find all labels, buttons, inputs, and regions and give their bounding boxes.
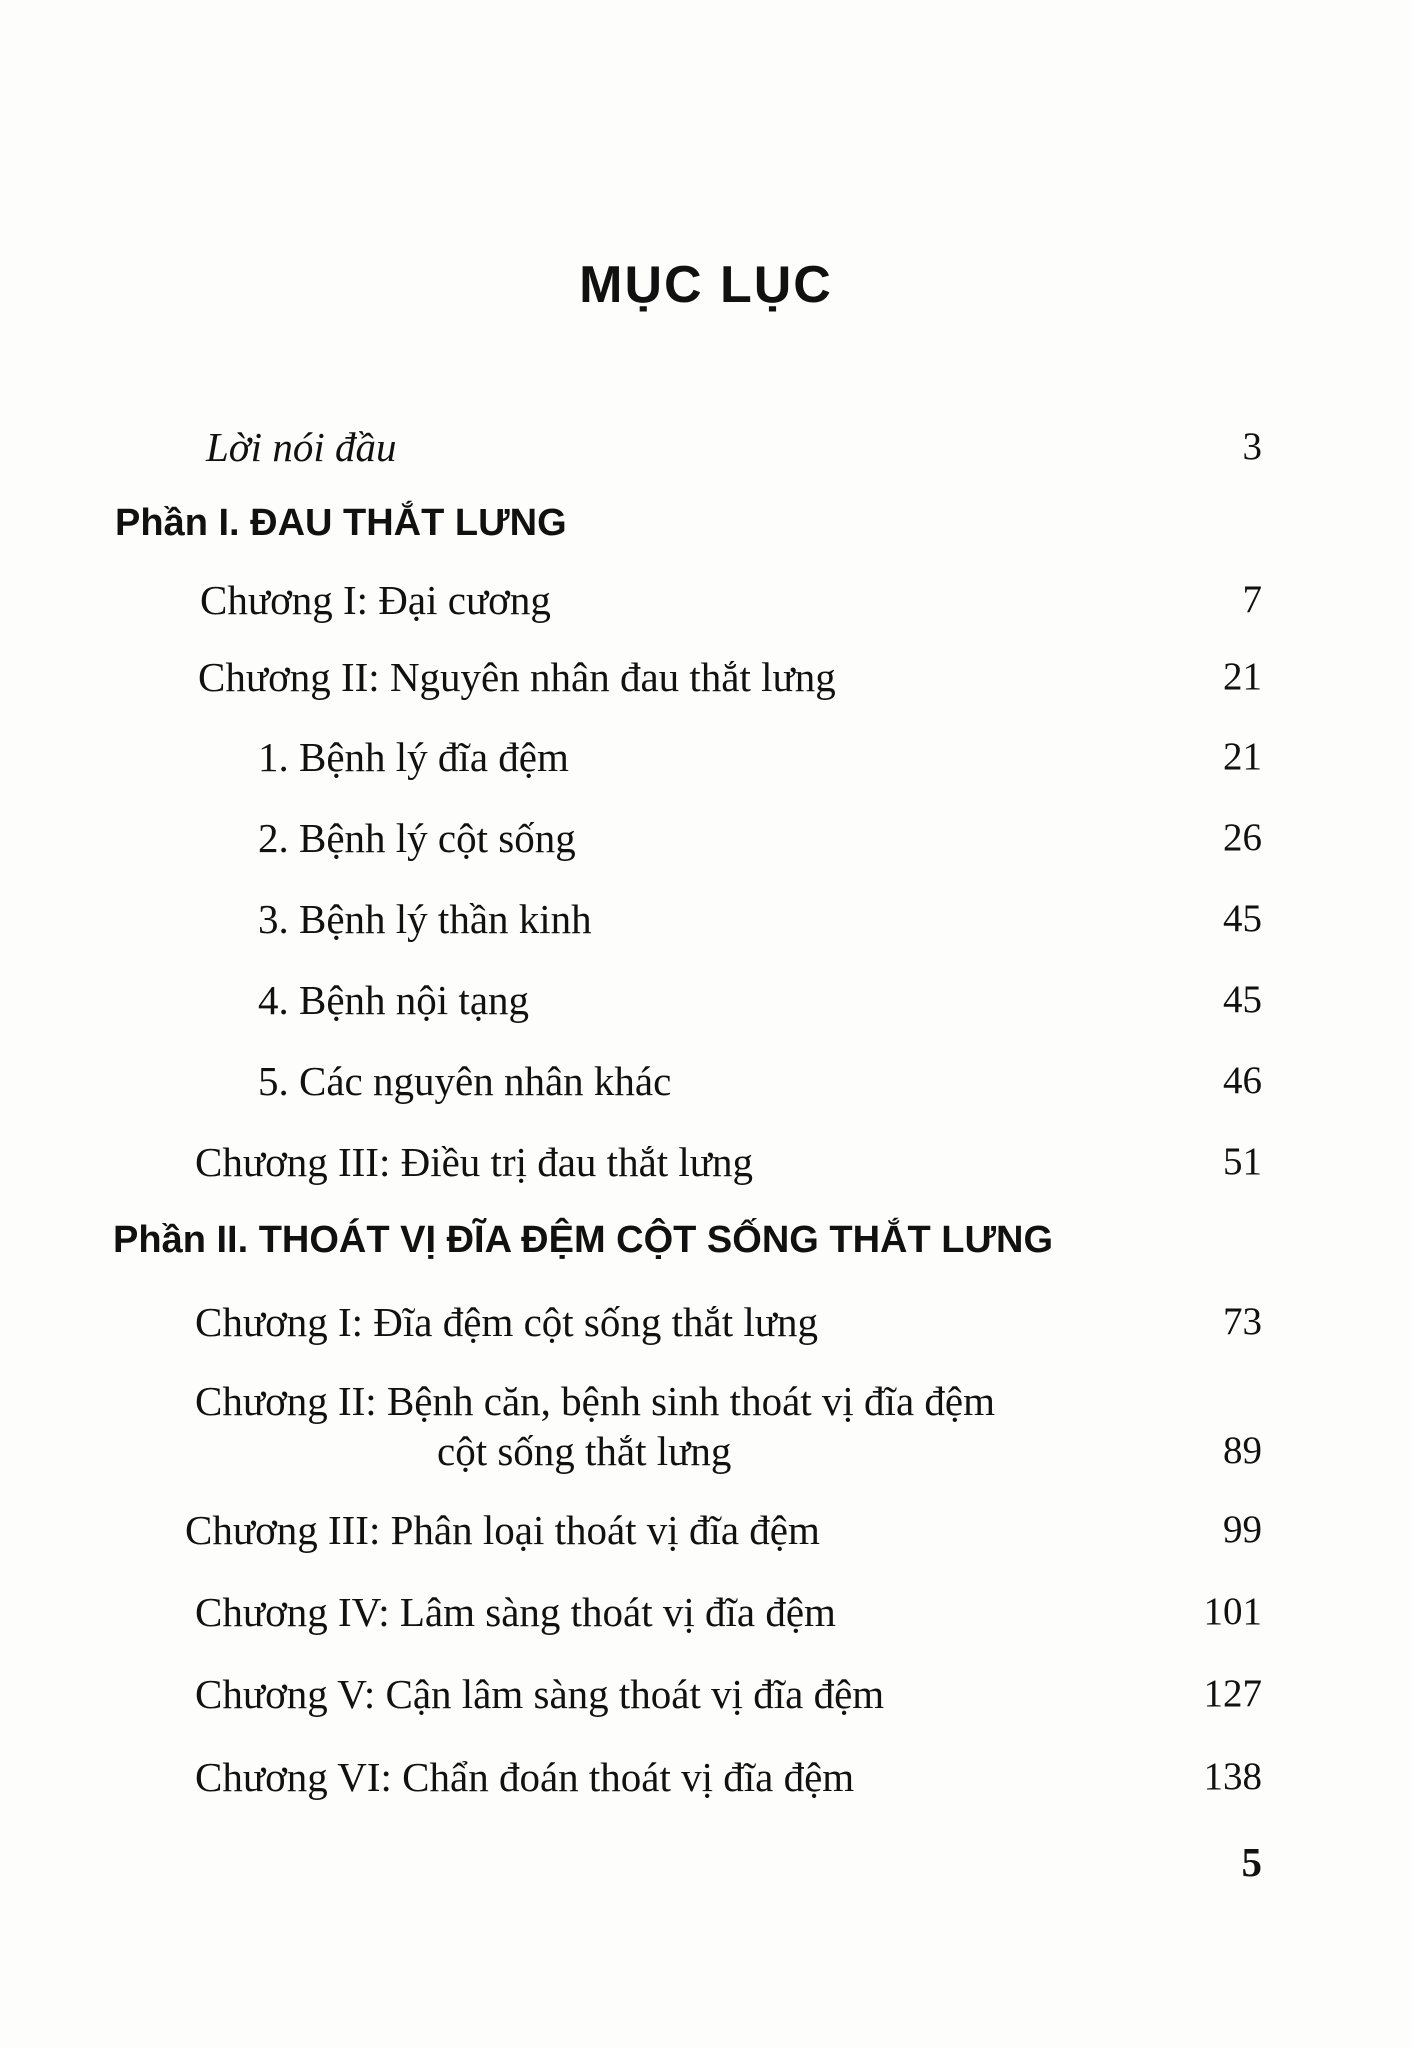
toc-entry-page: 3 (1242, 425, 1262, 468)
toc-entry (0, 1587, 1412, 1647)
toc-part-label: Phần II. THOÁT VỊ ĐĨA ĐỆM CỘT SỐNG THẮT LƯNG (113, 1219, 1053, 1261)
toc-entry (0, 652, 1412, 712)
page-title: MỤC LỤC (579, 256, 833, 314)
toc-entry-multiline (0, 1376, 1412, 1486)
toc-part-1 (0, 498, 1412, 558)
toc-subentry (0, 813, 1412, 873)
toc-entry-label: Lời nói đầu (206, 424, 397, 470)
toc-entry-page: 99 (1223, 1508, 1262, 1551)
toc-subentry (0, 975, 1412, 1035)
toc-entry (0, 1752, 1412, 1812)
toc-entry-label: Chương II: Nguyên nhân đau thắt lưng (198, 654, 836, 700)
toc-entry-page: 127 (1203, 1672, 1262, 1715)
toc-entry (0, 1669, 1412, 1729)
toc-entry-page: 26 (1223, 816, 1262, 859)
toc-entry-label: 2. Bệnh lý cột sống (258, 815, 576, 861)
toc-part-2 (0, 1215, 1412, 1275)
toc-subentry (0, 732, 1412, 792)
toc-entry-page: 138 (1203, 1755, 1262, 1798)
toc-entry-label: 4. Bệnh nội tạng (258, 977, 530, 1023)
toc-entry (0, 1297, 1412, 1357)
toc-entry-label: Chương V: Cận lâm sàng thoát vị đĩa đệm (195, 1671, 885, 1717)
toc-subentry (0, 1056, 1412, 1116)
toc-subentry (0, 894, 1412, 954)
toc-entry-label: Chương IV: Lâm sàng thoát vị đĩa đệm (195, 1589, 836, 1635)
toc-entry-page: 101 (1203, 1590, 1262, 1633)
toc-entry (0, 575, 1412, 635)
toc-entry-label: Chương I: Đại cương (200, 577, 551, 623)
toc-entry-page: 73 (1223, 1300, 1262, 1343)
toc-entry-label: Chương VI: Chẩn đoán thoát vị đĩa đệm (195, 1754, 855, 1800)
toc-entry-label: 1. Bệnh lý đĩa đệm (258, 734, 569, 780)
toc-entry-page: 51 (1223, 1140, 1262, 1183)
toc-entry-page: 46 (1223, 1059, 1262, 1102)
toc-entry-label: Chương III: Điều trị đau thắt lưng (195, 1139, 754, 1185)
toc-entry-label: 5. Các nguyên nhân khác (258, 1058, 672, 1104)
toc-entry-page: 45 (1223, 978, 1262, 1021)
toc-entry-page: 21 (1223, 655, 1262, 698)
toc-entry-page: 21 (1223, 735, 1262, 778)
toc-entry-label: Chương II: Bệnh căn, bệnh sinh thoát vị đĩa đệm (195, 1378, 995, 1424)
toc-entry (0, 1137, 1412, 1197)
toc-entry-page: 45 (1223, 897, 1262, 940)
toc-entry-preface (0, 422, 1412, 482)
toc-entry-page: 7 (1242, 578, 1262, 621)
toc-part-label: Phần I. ĐAU THẮT LƯNG (115, 502, 567, 544)
toc-entry-label: 3. Bệnh lý thần kinh (258, 896, 592, 942)
toc-entry-label-continuation: cột sống thắt lưng (437, 1428, 732, 1474)
page-number: 5 (1241, 1839, 1262, 1885)
toc-entry-label: Chương III: Phân loại thoát vị đĩa đệm (185, 1507, 820, 1553)
toc-entry-label: Chương I: Đĩa đệm cột sống thắt lưng (195, 1299, 818, 1345)
toc-entry-page: 89 (1223, 1429, 1262, 1472)
toc-entry (0, 1505, 1412, 1565)
